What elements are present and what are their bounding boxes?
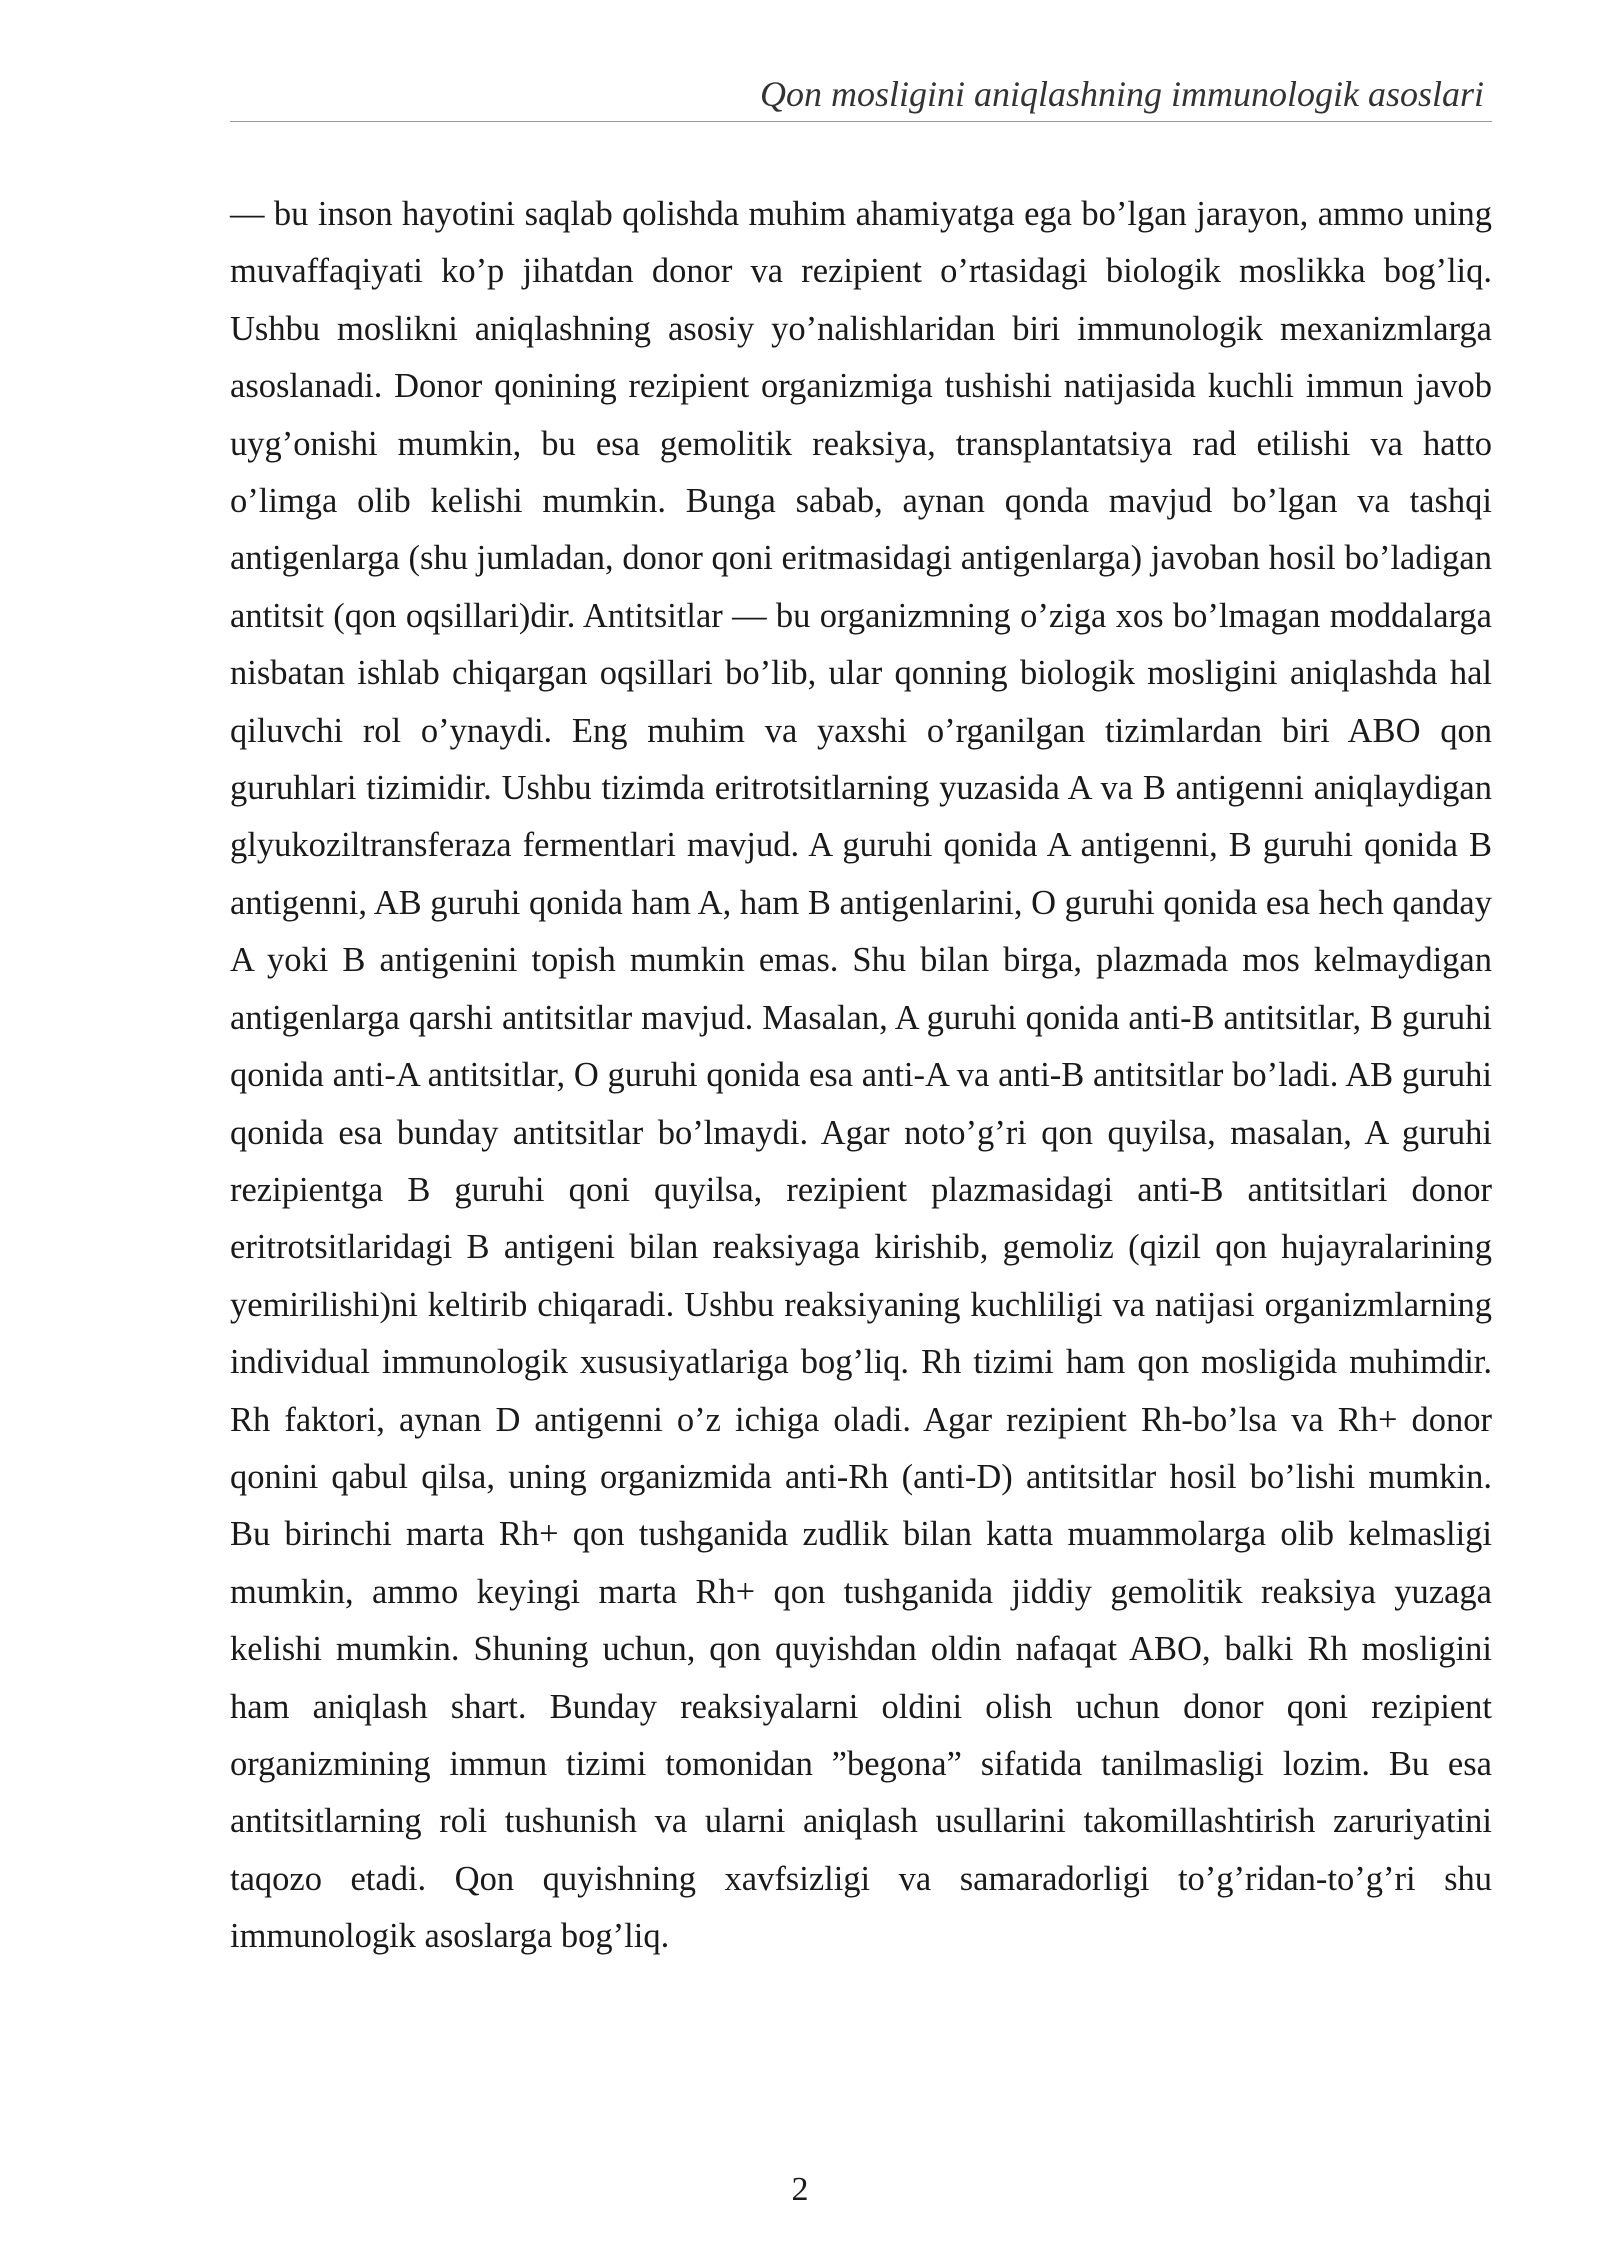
running-header [230, 70, 1492, 122]
page-number: 2 [791, 2171, 809, 2208]
body-paragraph: — bu inson hayotini saqlab qolishda muhim ahamiyatga ega bo’lgan jarayon, ammo uning muvaffaqiyati ko’p jihatdan donor va rezipient o’rtasidagi biologik moslikka bog’liq. Ushbu moslikni aniqlashning asosiy yo’nalishlaridan biri immunologik mexanizmlarga asoslanadi. Donor qonining rezipient organizmiga tushishi natijasida kuchli immun javob uyg’onishi mumkin, bu esa gemolitik reaksiya, transplantatsiya rad etilishi va hatto o’limga olib kelishi mumkin. Bunga sabab, aynan qonda mavjud bo’lgan va tashqi antigenlarga (shu jumladan, donor qoni eritmasidagi antigenlarga) javoban hosil bo’ladigan antitsit (qon oqsillari)dir. Antitsitlar — bu organizmning o’ziga xos bo’lmagan moddalarga nisbatan ishlab chiqargan oqsillari bo’lib, ular qonning biologik mosligini aniqlashda hal qiluvchi rol o’ynaydi. Eng muhim va yaxshi o’rganilgan tizimlardan biri ABO qon guruhlari tizimidir. Ushbu tizimda eritrotsitlarning yuzasida A va B antigenni aniqlaydigan glyukoziltransferaza fermentlari mavjud. A guruhi qonida A antigenni, B guruhi qonida B antigenni, AB guruhi qonida ham A, ham B antigenlarini, O guruhi qonida esa hech qanday A yoki B antigenini topish mumkin emas. Shu bilan birga, plazmada mos kelmaydigan antigenlarga qarshi antitsitlar mavjud. Masalan, A guruhi qonida anti-B antitsitlar, B guruhi qonida anti-A antitsitlar, O guruhi qonida esa anti-A va anti-B antitsitlar bo’ladi. AB guruhi qonida esa bunday antitsitlar bo’lmaydi. Agar noto’g’ri qon quyilsa, masalan, A guruhi rezipientga B guruhi qoni quyilsa, rezipient plazmasidagi anti-B antitsitlari donor eritrotsitlaridagi B antigeni bilan reaksiyaga kirishib, gemoliz (qizil qon hujayralarining yemirilishi)ni keltirib chiqaradi. Ushbu reaksiyaning kuchliligi va natijasi organizmlarning individual immunologik xususiyatlariga bog’liq. Rh tizimi ham qon mosligida muhimdir. Rh faktori, aynan D antigenni o’z ichiga oladi. Agar rezipient Rh-bo’lsa va Rh+ donor qonini qabul qilsa, uning organizmida anti-Rh (anti-D) antitsitlar hosil bo’lishi mumkin. Bu birinchi marta Rh+ qon tushganida zudlik bilan katta muammolarga olib kelmasligi mumkin, ammo keyingi marta Rh+ qon tushganida jiddiy gemolitik reaksiya yuzaga kelishi mumkin. Shuning uchun, qon quyishdan oldin nafaqat ABO, balki Rh mosligini ham aniqlash shart. Bunday reaksiyalarni oldini olish uchun donor qoni rezipient organizmining immun tizimi tomonidan ”begona” sifatida tanilmasligi lozim. Bu esa antitsitlarning roli tushunish va ularni aniqlash usullarini takomillashtirish zaruriyatini taqozo etadi. Qon quyishning xavfsizligi va samaradorligi to’g’ridan-to’g’ri shu immunologik asoslarga bog’liq. [230, 195, 1492, 1956]
header-title: Qon mosligini aniqlashning immunologik asoslari [759, 74, 1484, 114]
